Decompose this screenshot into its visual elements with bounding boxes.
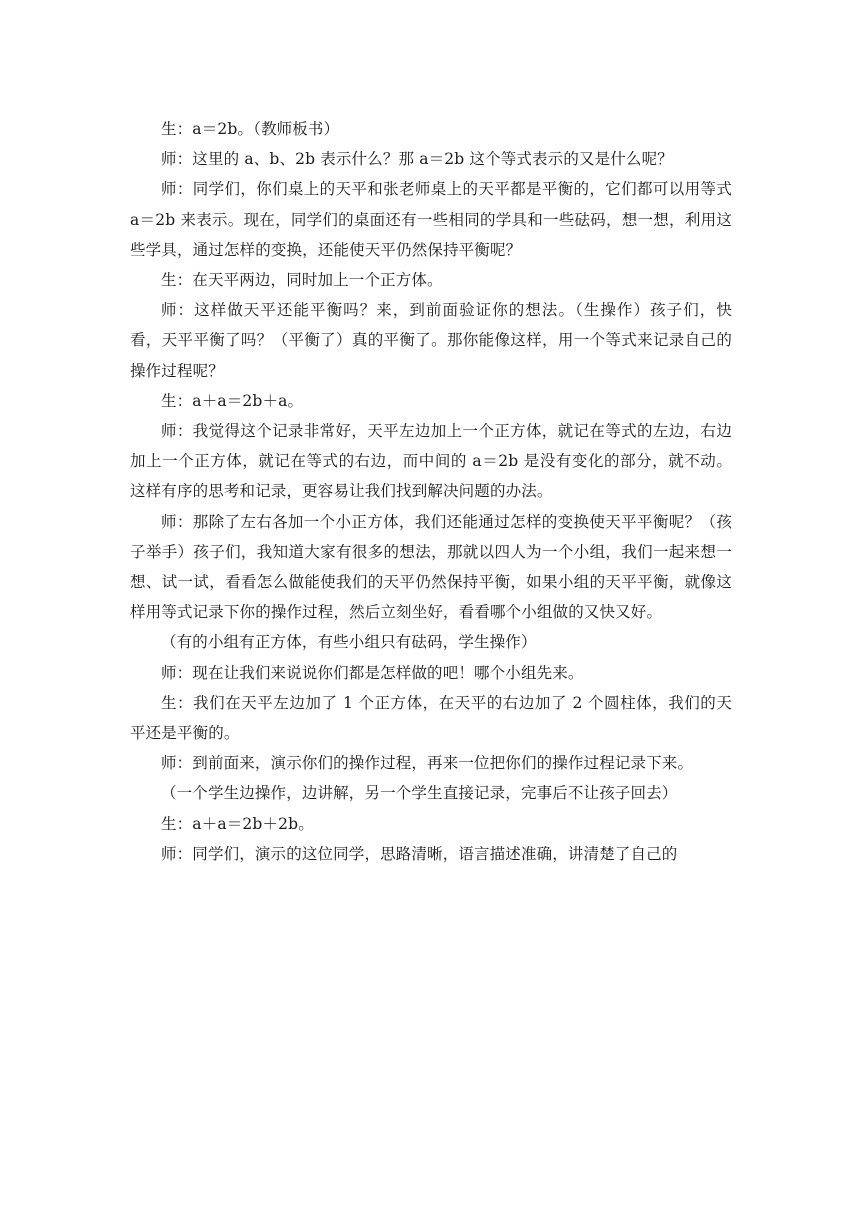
paragraph-teacher-demo: 师：到前面来，演示你们的操作过程，再来一位把你们的操作过程记录下来。: [161, 754, 694, 773]
paragraph-stage-direction-1: （有的小组有正方体，有些小组只有砝码，学生操作）: [161, 633, 537, 652]
paragraph-student-answer-1: 生：a＝2b。（教师板书）: [161, 120, 340, 138]
paragraph-teacher-comment-1: 师：我觉得这个记录非常好，天平左边加上一个正方体，就记在等式的左边，右边加上一个正方体，就记在等式的右边，而中间的 a＝2b 是没有变化的部分，就不动。这样有序的思考和记录，更容易让我们找到解决问题的办法。: [130, 422, 732, 501]
paragraph-student-report: 生：我们在天平左边加了 1 个正方体，在天平的右边加了 2 个圆柱体，我们的天平还是平衡的。: [130, 693, 732, 743]
paragraph-student-equation-1: 生：a＋a＝2b＋a。: [161, 391, 304, 410]
paragraph-teacher-invite: 师：现在让我们来说说你们都是怎样做的吧！哪个小组先来。: [161, 663, 584, 682]
paragraph-stage-direction-2: （一个学生边操作，边讲解，另一个学生直接记录，完事后不让孩子回去）: [161, 784, 678, 803]
paragraph-teacher-group-task: 师：那除了左右各加一个小正方体，我们还能通过怎样的变换使天平平衡呢？（孩子举手）孩子们，我知道大家有很多的想法，那就以四人为一个小组，我们一起来想一想、试一试，看看怎么做能使我们的天平仍然保持平衡，如果小组的天平平衡，就像这样用等式记录下你的操作过程，然后立刻坐好，看看哪个小组做的又快又好。: [130, 512, 732, 622]
paragraph-teacher-prompt-1: 师：同学们，你们桌上的天平和张老师桌上的天平都是平衡的，它们都可以用等式 a＝2b 来表示。现在，同学们的桌面还有一些相同的学具和一些砝码，想一想，利用这些学具，通过怎样的变换，还能使天平仍然保持平衡呢？: [130, 180, 732, 259]
document-body: [130, 114, 732, 869]
paragraph-student-equation-2: 生：a＋a＝2b＋2b。: [161, 814, 314, 833]
paragraph-student-answer-2: 生：在天平两边，同时加上一个正方体。: [161, 271, 443, 290]
paragraph-teacher-verify: 师：这样做天平还能平衡吗？来，到前面验证你的想法。（生操作）孩子们，快看，天平平衡了吗？（平衡了）真的平衡了。那你能像这样，用一个等式来记录自己的操作过程呢？: [130, 301, 732, 380]
paragraph-teacher-question-1: 师：这里的 a、b、2b 表示什么？那 a＝2b 这个等式表示的又是什么呢？: [161, 150, 673, 169]
paragraph-teacher-comment-2: 师：同学们，演示的这位同学，思路清晰，语言描述准确，讲清楚了自己的: [161, 844, 678, 863]
